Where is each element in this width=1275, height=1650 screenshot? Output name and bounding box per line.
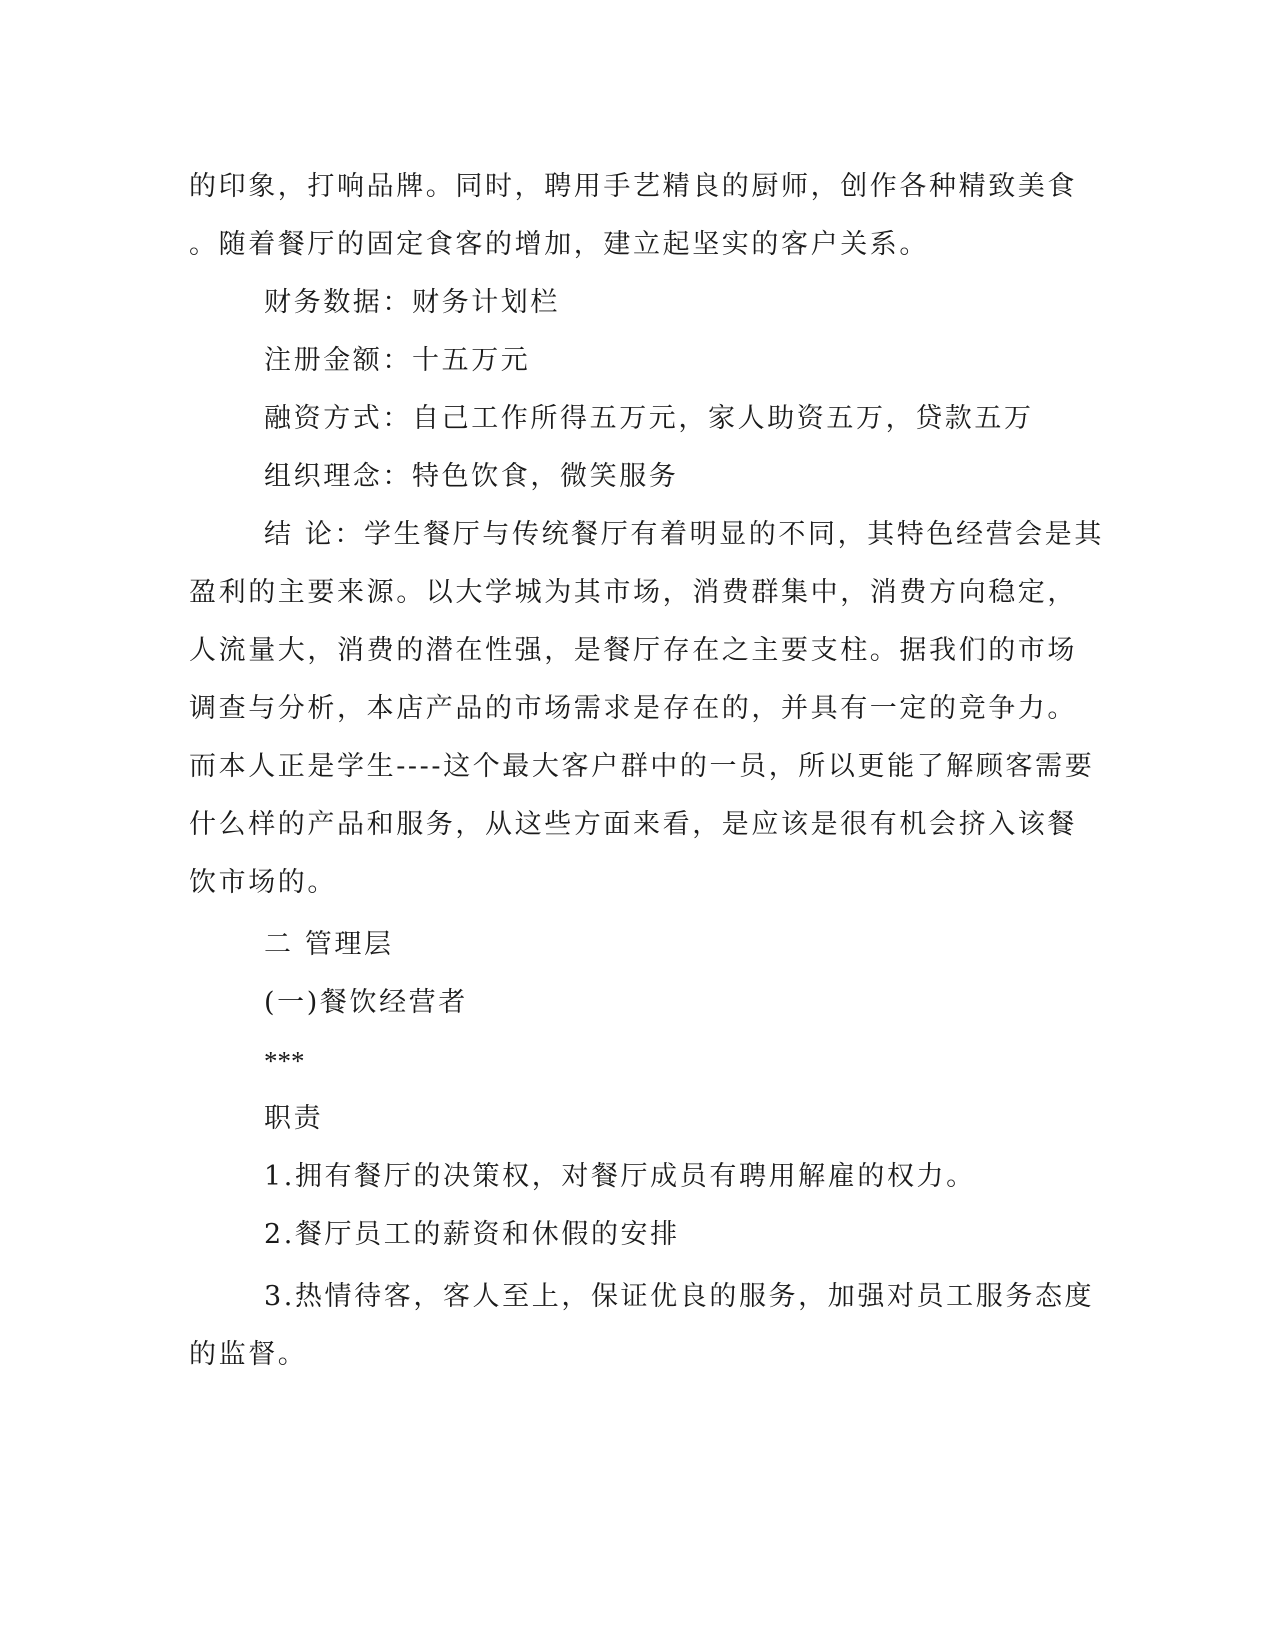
paragraph-line: 。随着餐厅的固定食客的增加，建立起坚实的客户关系。 bbox=[189, 229, 929, 260]
paragraph-line: 调查与分析，本店产品的市场需求是存在的，并具有一定的竞争力。 bbox=[189, 693, 1077, 724]
conclusion-line: 结 论：学生餐厅与传统餐厅有着明显的不同，其特色经营会是其 bbox=[264, 519, 1104, 550]
paragraph-line: 饮市场的。 bbox=[189, 867, 337, 898]
paragraph-line: 什么样的产品和服务，从这些方面来看，是应该是很有机会挤入该餐 bbox=[189, 809, 1077, 840]
section-heading: 二 管理层 bbox=[264, 929, 394, 960]
registered-capital-line: 注册金额：十五万元 bbox=[264, 345, 531, 376]
paragraph-line: 的监督。 bbox=[189, 1339, 308, 1370]
paragraph-line: 而本人正是学生----这个最大客户群中的一员，所以更能了解顾客需要 bbox=[189, 751, 1095, 782]
financing-method-line: 融资方式：自己工作所得五万元，家人助资五万，贷款五万 bbox=[264, 403, 1034, 434]
duty-item: 1.拥有餐厅的决策权，对餐厅成员有聘用解雇的权力。 bbox=[264, 1161, 976, 1192]
placeholder-stars: *** bbox=[264, 1046, 305, 1076]
duty-item: 2.餐厅员工的薪资和休假的安排 bbox=[264, 1219, 680, 1250]
paragraph-line: 人流量大，消费的潜在性强，是餐厅存在之主要支柱。据我们的市场 bbox=[189, 635, 1077, 666]
paragraph-line: 的印象，打响品牌。同时，聘用手艺精良的厨师，创作各种精致美食 bbox=[189, 171, 1077, 202]
duty-item: 3.热情待客，客人至上，保证优良的服务，加强对员工服务态度 bbox=[264, 1281, 1095, 1312]
organization-concept-line: 组织理念：特色饮食，微笑服务 bbox=[264, 461, 679, 492]
paragraph-line: 盈利的主要来源。以大学城为其市场，消费群集中，消费方向稳定， bbox=[189, 577, 1077, 608]
financial-data-line: 财务数据：财务计划栏 bbox=[264, 287, 560, 318]
subsection-heading: (一)餐饮经营者 bbox=[264, 987, 468, 1018]
duties-heading: 职责 bbox=[264, 1103, 324, 1134]
